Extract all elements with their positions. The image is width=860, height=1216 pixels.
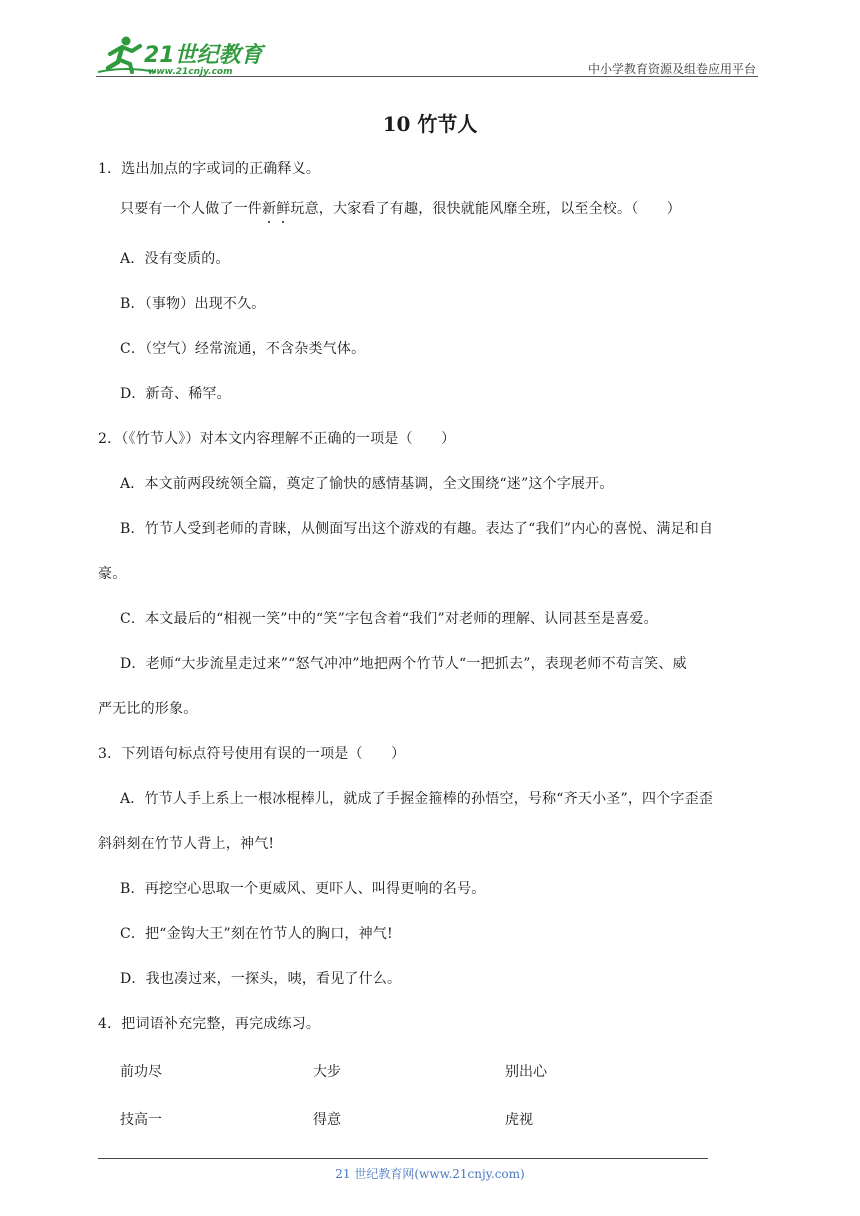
q1-dotted-char-2: 鲜 (276, 201, 291, 217)
header-divider (96, 76, 758, 77)
page-header (96, 32, 758, 78)
platform-name: 中小学教育资源及组卷应用平台 (587, 62, 756, 76)
page-title: 10 竹节人 (382, 112, 478, 136)
q1-stem: 1．选出加点的字或词的正确释义。 (98, 161, 321, 177)
q2-option-b: B．竹节人受到老师的青睐，从侧面写出这个游戏的有趣。表达了“我们”内心的喜悦、满足和自 (120, 521, 714, 537)
q2-option-b-cont: 豪。 (98, 566, 127, 582)
q2-option-c: C．本文最后的“相视一笑”中的“笑”字包含着“我们”对老师的理解、认同甚至是喜爱。 (120, 611, 658, 627)
site-logo (96, 32, 276, 78)
q4-word-5: 得意 (313, 1112, 341, 1128)
q4-word-1: 前功尽 (120, 1064, 162, 1080)
q3-option-c: C．把“金钩大王”刻在竹节人的胸口，神气! (120, 926, 393, 942)
svg-text:www.21cnjy.com: www.21cnjy.com (148, 67, 233, 77)
q2-option-d-cont: 严无比的形象。 (98, 701, 198, 717)
q3-stem: 3．下列语句标点符号使用有误的一项是（ ） (98, 746, 406, 762)
q3-option-d: D．我也凑过来，一探头，咦，看见了什么。 (120, 971, 402, 987)
q2-option-d: D．老师“大步流星走过来”“怒气冲冲”地把两个竹节人“一把抓去”，表现老师不苟言笑、威 (120, 656, 687, 672)
q4-word-4: 技高一 (120, 1112, 162, 1128)
q1-option-d: D．新奇、稀罕。 (120, 386, 231, 402)
q1-sentence-after: 玩意，大家看了有趣，很快就能风靡全班，以至全校。（ ） (290, 201, 682, 217)
q4-word-6: 虎视 (505, 1112, 533, 1128)
svg-text:21世纪教育: 21世纪教育 (144, 43, 263, 68)
q3-option-a-cont: 斜斜刻在竹节人背上，神气! (98, 836, 275, 852)
q3-option-a: A．竹节人手上系上一根冰棍棒儿，就成了手握金箍棒的孙悟空，号称“齐天小圣”，四个字歪歪 (120, 791, 714, 807)
q4-word-3: 别出心 (505, 1064, 547, 1080)
q2-option-a: A．本文前两段统领全篇，奠定了愉快的感情基调，全文围绕“迷”这个字展开。 (120, 476, 614, 492)
q2-stem: 2．（《竹节人》）对本文内容理解不正确的一项是（ ） (98, 431, 456, 447)
q3-option-b: B．再挖空心思取一个更威风、更吓人、叫得更响的名号。 (120, 881, 486, 897)
q4-word-2: 大步 (313, 1064, 341, 1080)
footer-divider (98, 1158, 708, 1159)
q1-option-b: B．（事物）出现不久。 (120, 296, 266, 312)
q1-dotted-char-1: 新 (262, 201, 277, 217)
q1-sentence-before: 只要有一个人做了一件 (120, 201, 262, 217)
q1-option-c: C．（空气）经常流通，不含杂类气体。 (120, 341, 366, 357)
q4-stem: 4．把词语补充完整，再完成练习。 (98, 1016, 321, 1032)
q1-option-a: A．没有变质的。 (120, 251, 230, 267)
q1-sentence (120, 198, 681, 218)
footer-link[interactable]: 21 世纪教育网(www.21cnjy.com) (335, 1167, 525, 1181)
